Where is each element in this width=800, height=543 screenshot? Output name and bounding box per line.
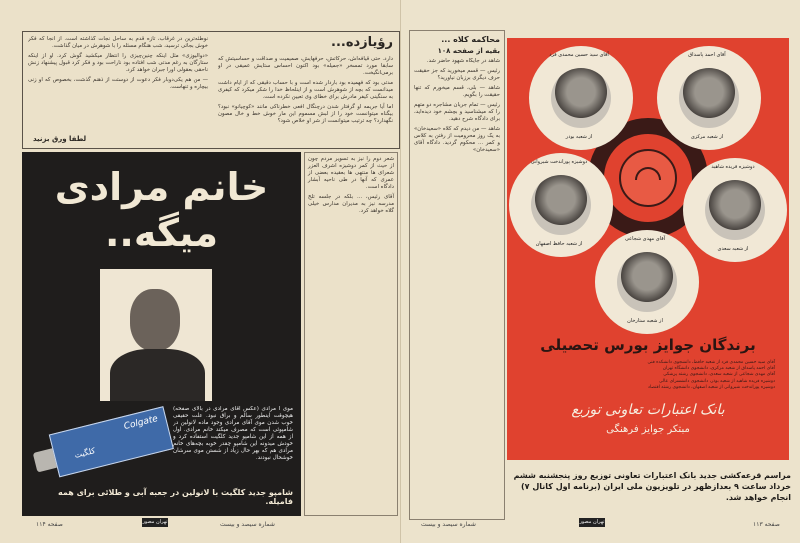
winner-photo [705,180,765,240]
trial-column [409,30,505,520]
ad-body: موی آ مرادی (عکس آقای مرادی در بالای صفحه) هیچوقت اینطور سالم و براق نبود. علت حقیقی خوب شدن موی آقای مرادی وجود ماده لانولین در شامپوئی است که مصرف میکند خانم مرادی. اول از همه از این شامپو جدید کلگیت استفاده کرد و خودش میدونه این شامپو چقدر خوبه بچه‌های خانم مرادی هم که بهر حال زیاد از شستن موی سرشان خوشحال نبودند. [173,406,293,461]
text: از شعبه سعدی [717,246,749,252]
text: از شعبه مرکزی [690,134,724,140]
issue-number: شماره سیصد و بیست [220,521,275,528]
article-box [22,31,400,149]
page-number: صفحه ۱۱۳ [753,521,780,528]
text: شاهد — من دیدم که کلاه «سعیدخان» به یک روز محرومیت از رفتن به کلاس و کمر ... محکوم گردید. دادگاه آقای «سعیدخان» [414,126,500,153]
text: شعر دوم را نیز به تسویر مردم چون از حیث از کمر دوشیزه اشرف العزر شعرای ها منتهی ها بعقیده بعضی از عمری که آنها در طی ناحیه آبشار دادگاه است. [308,156,394,190]
page-number: صفحه ۱۱۴ [36,521,63,528]
text: دارد. حتی قیافه‌اش، حرکاتش، حرفهایش، صمیمیت و صداقت و حساسیتش که سابقا مورد تمسخر «جمیله» بود اکنون احساس ستایش عمیقی در او برمی‌انگیخت. [218,56,393,76]
article-col-right [218,56,393,146]
text: رئیس — قسم میخورید که جز حقیقت حرف دیگری برزبان نیاورید؟ [414,68,500,81]
text: مدتی بود که فهمیده بود باردار شده است و با حساب دقیقی که از ایام داشت میدانست که بچه از شوهرش است و از اینلحاظ خدا را شکر میکرد که کیفری به سنگینی کیفر مادرش برای خطای وی تعیین نکرده است. [218,80,393,100]
text: «دوالیوزی» مثل اینکه چنین‌چیزی را انتظار میکشید گوش کرد. او از اینکه ستارگان به رغم مدتی شب افتاده بود ناراحت بود و فکر کرد قبول پیشنهاد زنش ناحقی بعقولی اورا جبران خواهد کرد. [28,53,208,73]
colgate-tube-image [27,398,176,485]
text: — من هم یکی‌دوبار فکر دعوت از دوستت از ذهنم گذشت، بخصوص که او زنی بیچاره و تنهاست. [28,77,208,90]
ad-tagline: شامپو جدید کلگیت با لانولین در جعبه آبی و طلائی برای همه فامیله. [58,488,293,506]
winner-petal [657,46,761,150]
text: آقای مهدی شجاعی از شعبه سعدی، دانشجوی رشته پزشکی [663,372,775,378]
text: دوشیزه فریده شاهید [711,164,755,170]
draw-caption: مراسم قرعه‌کشی جدید بانک اعتبارات تعاونی توزیع روز پنجشنبه ششم خرداد ساعت ۹ بعدازظهر در تلویزیون ملی ایران (برنامه اول کانال ۷) انجام خواهد شد. [513,471,791,502]
text: آقای احمد پاسداق [688,52,726,58]
text: از شعبه ستارخان [627,318,663,324]
text: آقای رئیس، ... بلکه در جلسه تلخ مدرسه نیز به مدیران مدارس خیلی گلاه خواهد کرد. [308,194,394,214]
article-col-left [28,36,208,134]
column-body [414,58,500,498]
text: نوطئه‌ترین در غرقاب، تازه قدم به ساحل نجات گذاشته است. از آنجا که فکر خوش بجائی ترسید، شب هنگام مسئله را با شوهرش در میان گذاشت. [28,36,208,49]
column-title: محاکمه کلاه ... [441,35,500,44]
text: دوشیزه فریده شاهید از شعبه بوذر، دانشجوی دانشسرای عالی [658,378,775,384]
text: Colgate [122,413,159,433]
column-subtitle: بقیه از صفحه ۱۰۸ [437,47,500,55]
text: میگه.. [104,211,219,255]
magazine-logo: تهران مصور [579,519,605,525]
winner-photo [679,68,739,128]
colgate-ad [22,152,301,516]
man-photo [100,269,212,401]
issue-number: شماره سیصد و بیست [421,521,476,528]
bank-name: بانک اعتبارات تعاونی توزیع [571,402,725,418]
magazine-logo: تهران مصور [142,519,168,525]
text: رئیس — تمام جریان مشاجره دو متهم را که میشناسید و بچشم خود دیده‌اید، برای دادگاه شرح دهید. [414,102,500,122]
winner-petal [529,46,633,150]
text: کلگیت [73,446,97,460]
text: خانم مرادی [54,165,269,209]
text: اما آیا جریمه او گرفتار شدن درچنگال افعی خطرناکی مانند «کوچیانو» نبود؟ بیگناه میتوانست خود را از لبش مسموم این مار خوش خط و خال مصون نگهدارد؟ چه ترتیب میتوانست از شر او خلاص شود؟ [218,104,393,124]
text: آقای سید حسین محمدی فرد [549,52,609,58]
bank-seal-icon [619,149,677,207]
text: شاهد در جایگاه شهود حاضر شد. [426,58,500,64]
text: آقای سید حسین محمدی فرد از شعبه حافظ، دانشجوی دانشکده فنی [647,360,775,365]
side-column [304,152,398,516]
text: دوشیزه پوراندخت شیروانی از شعبه اصفهان، دانشجوی رشته اقتصاد [647,384,775,390]
winner-petal [683,158,787,262]
text: آقای مهدی شجاعی [624,236,665,242]
winner-photo [551,68,611,128]
ad-title: برندگان جوایز بورس تحصیلی [540,336,756,354]
ad-headline [22,164,301,256]
winner-photo [531,175,591,235]
bank-subtitle: مبتکر جوایز فرهنگی [606,424,690,435]
text: آقای احمد پاسداق از شعبه مرکزی، دانشجوی دانشگاه تهران [662,366,775,372]
bank-ad [507,38,789,460]
text: دوشیزه پوراندخت شیروانی [530,159,588,165]
text: از شعبه بوذر [565,134,593,140]
text: از شعبه حافظ اصفهان [535,241,583,247]
text: شاهد — بلی، قسم میخورم که تنها حقیقت را بگویم. [414,85,500,98]
article-title: رؤیازده... [331,35,393,50]
continue-label: لطفا ورق بزنید [33,135,87,143]
winner-petal [595,230,699,334]
right-page [400,0,800,543]
winners-list [525,360,775,391]
winner-photo [617,252,677,312]
